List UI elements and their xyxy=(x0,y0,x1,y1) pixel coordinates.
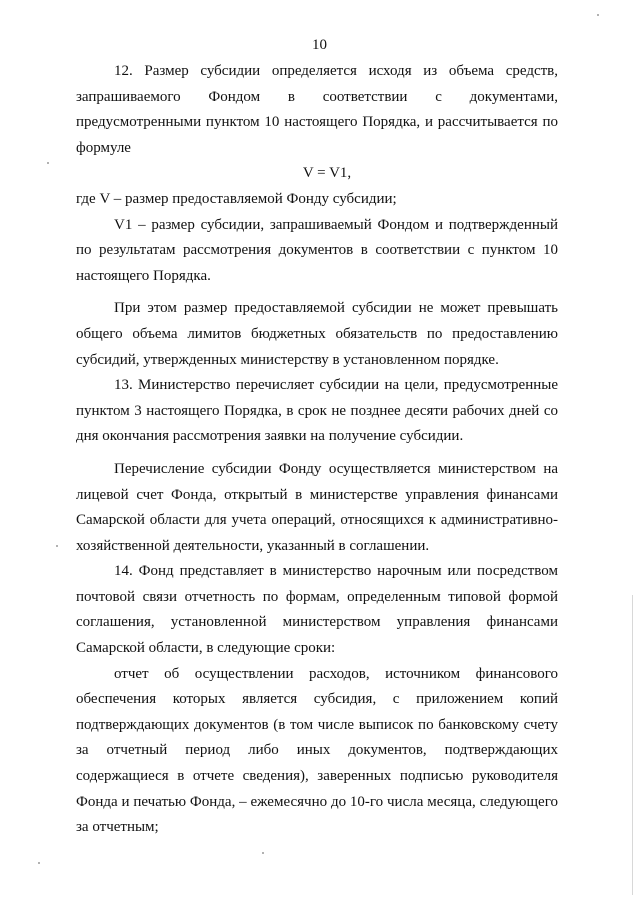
paragraph-12-subsidy-size: 12. Размер субсидии определяется исходя из объема средств, запрашиваемого Фондом в соответствии с документами, предусмотренными пунктом 10 настоящего Порядка, и рассчитывается по формуле xyxy=(76,63,558,156)
page-number: 10 xyxy=(312,37,327,53)
paragraph-limit: При этом размер предоставляемой субсидии не может превышать общего объема лимитов бюджетных обязательств по предоставлению субсидий, утвержденных министерству в установленном порядке. xyxy=(76,300,558,368)
scan-speck xyxy=(47,162,49,164)
paragraph-14-reporting: 14. Фонд представляет в министерство нарочным или посредством почтовой связи отчетность по формам, определенным типовой формой соглашения, установленной министерством управления финансами Самарской области, в следующие сроки: xyxy=(76,563,558,657)
paragraph-monthly-report: отчет об осуществлении расходов, источником финансового обеспечения которых является субсидия, с приложением копий подтверждающих документов (в том числе выписок по банковскому счету за отчетный период либо иных документов, подтверждающих содержащиеся в отчете сведения), заверенных подписью руководителя Фонда и печатью Фонда, – ежемесячно до 10-го числа месяца, следующего за отчетным; xyxy=(76,665,558,836)
paragraph-13-transfer-term: 13. Министерство перечисляет субсидии на цели, предусмотренные пунктом 3 настоящего Порядка, в срок не позднее десяти рабочих дней со дня окончания рассмотрения заявки на получение субсидии. xyxy=(76,377,558,445)
formula-where-v: где V – размер предоставляемой Фонду субсидии; xyxy=(76,190,397,207)
formula-v1-definition: V1 – размер субсидии, запрашиваемый Фондом и подтвержденный по результатам рассмотрения документов в соответствии с пунктом 10 настоящего Порядка. xyxy=(76,216,558,284)
paragraph-transfer-account: Перечисление субсидии Фонду осуществляется министерством на лицевой счет Фонда, открытый в министерстве управления финансами Самарской области для учета операций, относящихся к административно-хозяйственной деятельности, указанный в соглашении. xyxy=(76,460,558,554)
subsidy-formula: V = V1, xyxy=(302,165,352,182)
scan-speck xyxy=(597,14,599,16)
scan-speck xyxy=(262,852,264,854)
scan-speck xyxy=(56,545,58,547)
scan-speck xyxy=(38,862,40,864)
scan-edge-line xyxy=(632,595,633,895)
document-body xyxy=(76,59,558,841)
